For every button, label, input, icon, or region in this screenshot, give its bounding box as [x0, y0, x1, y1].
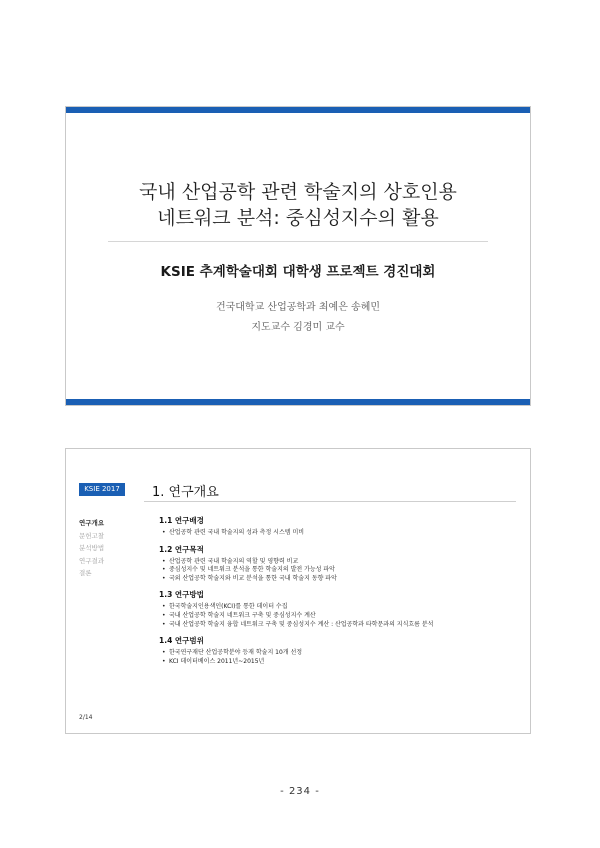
section-method [159, 590, 520, 629]
section-nav [79, 517, 104, 580]
slide-title: 1. 연구개요 [152, 485, 219, 500]
bullet-item: • 국내 산업공학 학술지 네트워크 구축 및 중심성지수 계산 [162, 612, 520, 621]
section-background [159, 516, 520, 538]
bullet-item: • 중심성지수 및 네트워크 분석을 통한 학술지의 발전 가능성 파악 [162, 566, 520, 575]
bullet-item: • 국외 산업공학 학술지와 비교 분석을 통한 국내 학술지 동향 파악 [162, 575, 520, 584]
slide-body [159, 516, 520, 673]
bullet-item: • KCI 데이터베이스 2011년~2015년 [162, 658, 520, 667]
title-line-1: 국내 산업공학 관련 학술지의 상호인용 [139, 181, 457, 203]
nav-item-overview: 연구개요 [79, 519, 105, 527]
advisor-line: 지도교수 김경미 교수 [251, 322, 345, 333]
section-heading: 1.3 연구방법 [159, 590, 204, 600]
section-heading: 1.2 연구목적 [159, 544, 204, 554]
page-number: - 234 - [280, 786, 320, 797]
conference-badge: KSIE 2017 [79, 483, 125, 496]
presentation-title [66, 179, 530, 231]
title-line-2: 네트워크 분석: 중심성지수의 활용 [157, 207, 439, 229]
bottom-accent-bar [66, 399, 530, 405]
authors-line: 건국대학교 산업공학과 최예은 송혜민 [215, 302, 381, 313]
title-divider [108, 241, 488, 242]
presentation-subtitle: KSIE 추계학술대회 대학생 프로젝트 경진대회 [160, 264, 436, 280]
section-heading: 1.1 연구배경 [159, 516, 204, 525]
bullet-item: • 산업공학 관련 국내 학술지의 역할 및 영향력 비교 [162, 558, 520, 567]
nav-item-method: 분석방법 [79, 544, 105, 552]
slide-page-counter: 2/14 [79, 714, 93, 721]
bullet-item: • 한국연구재단 산업공학분야 등재 학술지 10개 선정 [162, 649, 520, 658]
overview-slide [65, 448, 531, 734]
bullet-item: • 산업공학 관련 국내 학술지의 성과 측정 시스템 미비 [162, 529, 520, 538]
bullet-item: • 한국학술지인용색인(KCI)를 통한 데이터 수집 [162, 603, 520, 612]
slide-title-divider [144, 501, 516, 502]
section-purpose [159, 545, 520, 584]
nav-item-results: 연구결과 [79, 556, 105, 565]
section-heading: 1.4 연구범위 [159, 636, 204, 646]
nav-item-conclusion: 결론 [79, 569, 92, 577]
section-scope [159, 636, 520, 666]
bullet-item: • 국내 산업공학 학술지 융합 네트워크 구축 및 중심성지수 계산 : 산업공학과 타학문과의 지식흐름 분석 [162, 621, 520, 630]
title-slide [65, 106, 531, 406]
nav-item-literature: 문헌고찰 [79, 531, 105, 540]
top-accent-bar [66, 107, 530, 113]
